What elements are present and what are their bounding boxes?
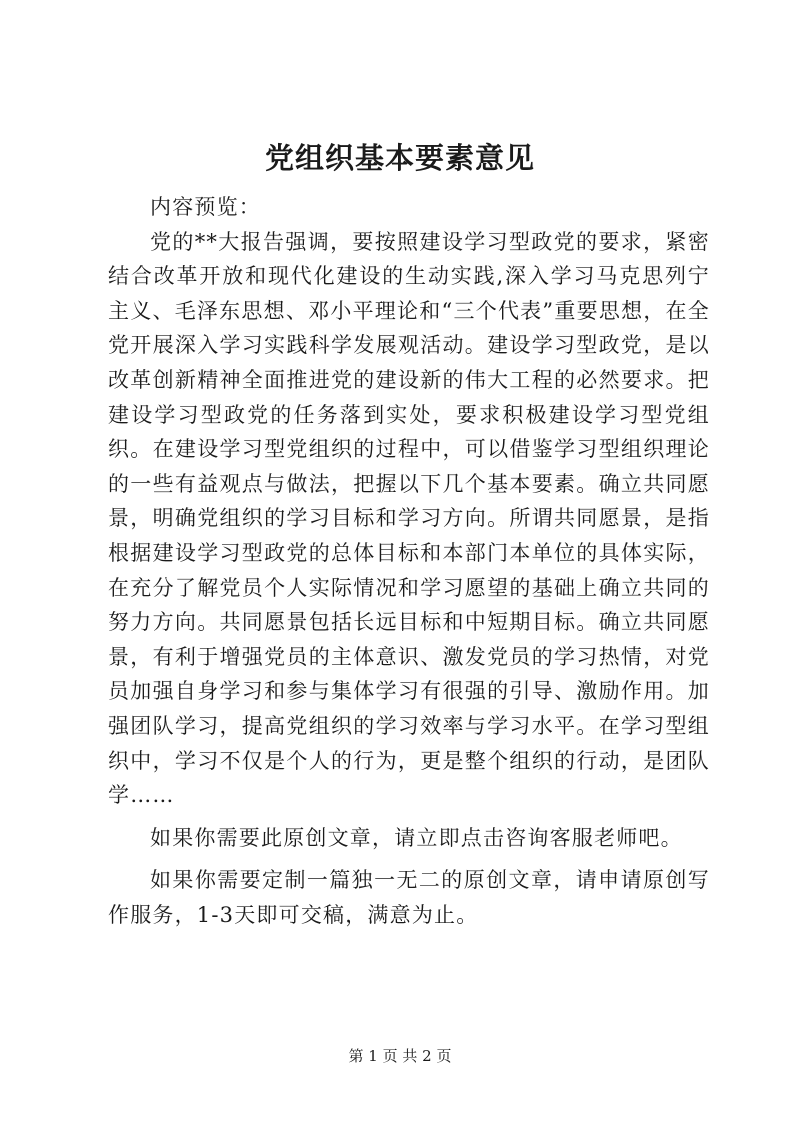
page-footer [0,1046,800,1066]
custom-writing-prompt: 如果你需要定制一篇独一无二的原创文章，请申请原创写作服务，1-3天即可交稿，满意为止。 [108,868,710,927]
page-number: 第 1 页 共 2 页 [348,1047,452,1065]
preview-label: 内容预览： [150,195,261,219]
preview-paragraph: 党的**大报告强调，要按照建设学习型政党的要求，紧密结合改革开放和现代化建设的生动实践,深入学习马克思列宁主义、毛泽东思想、邓小平理论和“三个代表”重要思想，在全党开展深入学习实践科学发展观活动。建设学习型政党，是以改革创新精神全面推进党的建设新的伟大工程的必然要求。把建设学习型政党的任务落到实处，要求积极建设学习型党组织。在建设学习型党组织的过程中，可以借鉴学习型组织理论的一些有益观点与做法，把握以下几个基本要素。确立共同愿景，明确党组织的学习目标和学习方向。所谓共同愿景，是指根据建设学习型政党的总体目标和本部门本单位的具体实际，在充分了解党员个人实际情况和学习愿望的基础上确立共同的努力方向。共同愿景包括长远目标和中短期目标。确立共同愿景，有利于增强党员的主体意识、激发党员的学习热情，对党员加强自身学习和参与集体学习有很强的引导、激励作用。加强团队学习，提高党组织的学习效率与学习水平。在学习型组织中，学习不仅是个人的行为，更是整个组织的行动，是团队学…… [108,229,710,808]
document-title: 党组织基本要素意见 [264,141,535,175]
purchase-prompt: 如果你需要此原创文章，请立即点击咨询客服老师吧。 [150,825,683,850]
document-body [108,190,710,932]
